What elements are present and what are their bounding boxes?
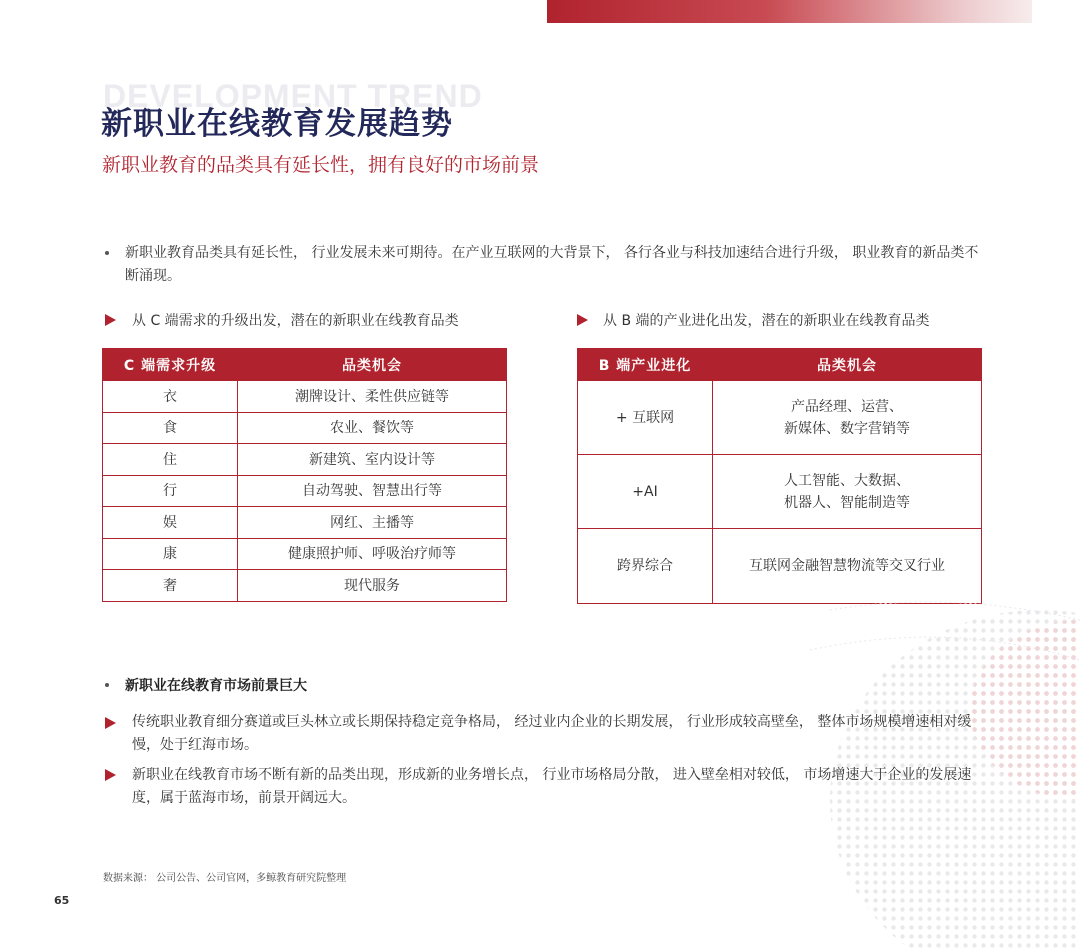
table-cell: 新建筑、室内设计等: [238, 444, 507, 476]
table-row: [103, 413, 507, 444]
table-cell: 住: [103, 444, 238, 476]
right-section-label: 从 B 端的产业进化出发，潜在的新职业在线教育品类: [603, 313, 930, 329]
table-cell: 康: [103, 539, 238, 570]
page-subtitle: 新职业教育的品类具有延长性，拥有良好的市场前景: [102, 154, 540, 176]
bullet-icon: [105, 683, 109, 687]
page-number: 65: [54, 894, 70, 907]
top-accent-bar: [547, 0, 1032, 23]
table-row: [103, 381, 507, 413]
table-header-row: [578, 349, 982, 381]
c-side-table: [102, 348, 507, 602]
column-header: 品类机会: [713, 349, 982, 381]
triangle-bullet-icon: [105, 314, 116, 326]
table-cell: 行: [103, 476, 238, 507]
market-heading: 新职业在线教育市场前景巨大: [125, 678, 307, 694]
table-cell: 食: [103, 413, 238, 444]
b-side-table: [577, 348, 982, 604]
table-cell: 跨界综合: [578, 529, 713, 604]
title-watermark: DEVELOPMENT TREND: [103, 78, 483, 114]
table-cell: 互联网金融智慧物流等交叉行业: [713, 529, 982, 604]
table-cell: 农业、餐饮等: [238, 413, 507, 444]
column-header: 品类机会: [238, 349, 507, 381]
data-source-note: 数据来源： 公司公告、公司官网，多鲸教育研究院整理: [103, 873, 347, 884]
table-row: [103, 539, 507, 570]
table-cell: 网红、主播等: [238, 507, 507, 539]
table-cell: + 互联网: [578, 381, 713, 455]
table-cell: 健康照护师、呼吸治疗师等: [238, 539, 507, 570]
triangle-bullet-icon: [105, 769, 116, 781]
table-cell: 自动驾驶、智慧出行等: [238, 476, 507, 507]
table-cell: 衣: [103, 381, 238, 413]
table-cell: 娱: [103, 507, 238, 539]
table-cell: 潮牌设计、柔性供应链等: [238, 381, 507, 413]
table-cell: 现代服务: [238, 570, 507, 602]
market-point: 传统职业教育细分赛道或巨头林立或长期保持稳定竞争格局， 经过业内企业的长期发展， 行业形成较高壁垒， 整体市场规模增速相对缓慢，处于红海市场。: [132, 714, 972, 753]
table-cell: +AI: [578, 455, 713, 529]
column-header: C 端需求升级: [103, 349, 238, 381]
table-header-row: [103, 349, 507, 381]
table-row: [103, 507, 507, 539]
table-row: [103, 570, 507, 602]
table-row: [578, 381, 982, 455]
table-row: [103, 444, 507, 476]
market-point: 新职业在线教育市场不断有新的品类出现，形成新的业务增长点， 行业市场格局分散， 进入壁垒相对较低， 市场增速大于企业的发展速度，属于蓝海市场，前景开阔远大。: [132, 767, 972, 806]
left-section-label: 从 C 端需求的升级出发，潜在的新职业在线教育品类: [132, 313, 459, 329]
column-header: B 端产业进化: [578, 349, 713, 381]
triangle-bullet-icon: [577, 314, 588, 326]
table-cell: 人工智能、大数据、 机器人、智能制造等: [713, 455, 982, 529]
table-cell: 产品经理、运营、 新媒体、数字营销等: [713, 381, 982, 455]
table-row: [103, 476, 507, 507]
table-row: [578, 455, 982, 529]
page-title: 新职业在线教育发展趋势: [101, 106, 453, 142]
triangle-bullet-icon: [105, 717, 116, 729]
bullet-icon: [105, 251, 109, 255]
intro-paragraph: 新职业教育品类具有延长性， 行业发展未来可期待。在产业互联网的大背景下， 各行各业与科技加速结合进行升级， 职业教育的新品类不断涌现。: [125, 245, 979, 284]
table-cell: 奢: [103, 570, 238, 602]
